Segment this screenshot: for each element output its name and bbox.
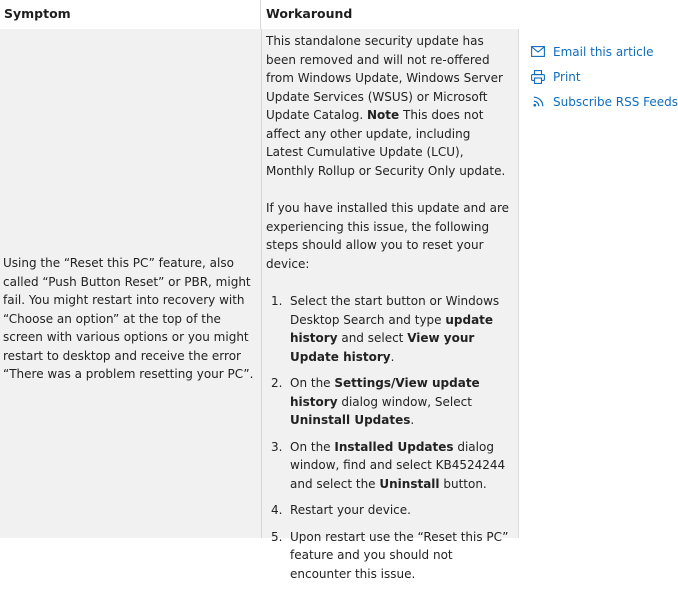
workaround-column-header: Workaround [266,6,353,21]
step-text: Restart your device. [290,503,411,517]
step-number: 2. [271,376,283,390]
step-text: . [410,413,415,427]
subscribe-rss-label: Subscribe RSS Feeds [553,94,678,109]
workaround-paragraph-1 [266,32,511,180]
email-article-label: Email this article [553,44,654,59]
list-item [271,374,511,430]
column-divider [261,29,262,538]
mail-icon [530,44,546,60]
step-number: 1. [271,294,283,308]
print-label: Print [553,69,581,84]
step-text: dialog window, Select [337,394,472,409]
list-item [271,292,511,366]
step-text: button. [439,476,487,491]
step-text: Upon restart use the “Reset this PC” feature and you should not encounter this issue. [290,529,509,581]
symptom-cell: Using the “Reset this PC” feature, also called “Push Button Reset” or PBR, might fail. You might restart into recovery with “Choose an option” at the top of the screen with various options or you might restart to desktop and receive the error “There was a problem resetting your PC”. [3,256,254,381]
step-number: 3. [271,439,283,454]
printer-icon [530,69,546,85]
step-text: . [390,349,395,364]
table-header-row [0,0,518,30]
workaround-paragraph-1-text: This standalone security update has been removed and will not re-offered from Windows Update, Windows Server Update Services (WSUS) or Microsoft Update Catalog. [266,34,503,122]
note-text: This does not affect any other update, including Latest Cumulative Update (LCU), Monthly Rollup or Security Only update. [266,108,506,178]
step-text: On the [290,376,335,390]
list-item [271,501,511,520]
step-bold-text: Installed Updates [334,439,454,454]
step-bold-text: Uninstall Updates [290,413,411,427]
step-bold-text: Uninstall [379,476,440,491]
list-item [271,438,511,494]
step-text: and select [337,331,408,345]
step-number: 5. [271,529,283,544]
table-row [0,29,519,581]
step-bold-text: View your Update history [290,331,475,364]
step-text: dialog window, find and select KB4524244 and select the [290,439,506,491]
steps-list [266,292,511,583]
workaround-cell [266,32,511,591]
step-bold-text: update history [290,312,494,345]
email-article-link[interactable] [530,39,678,64]
list-item [271,528,511,584]
print-link[interactable] [530,64,678,89]
symptom-column-header: Symptom [0,0,261,29]
step-text: On the [290,439,335,454]
step-bold-text: Settings/View update history [290,376,480,409]
workaround-paragraph-2: If you have installed this update and are experiencing this issue, the following steps should allow you to reset your device: [266,201,510,271]
step-number: 4. [271,503,283,517]
subscribe-rss-link[interactable] [530,89,678,114]
step-text: Select the start button or Windows Desktop Search and type [290,294,500,327]
rss-icon [533,94,544,110]
article-actions [530,39,678,114]
note-label: Note [367,108,400,122]
